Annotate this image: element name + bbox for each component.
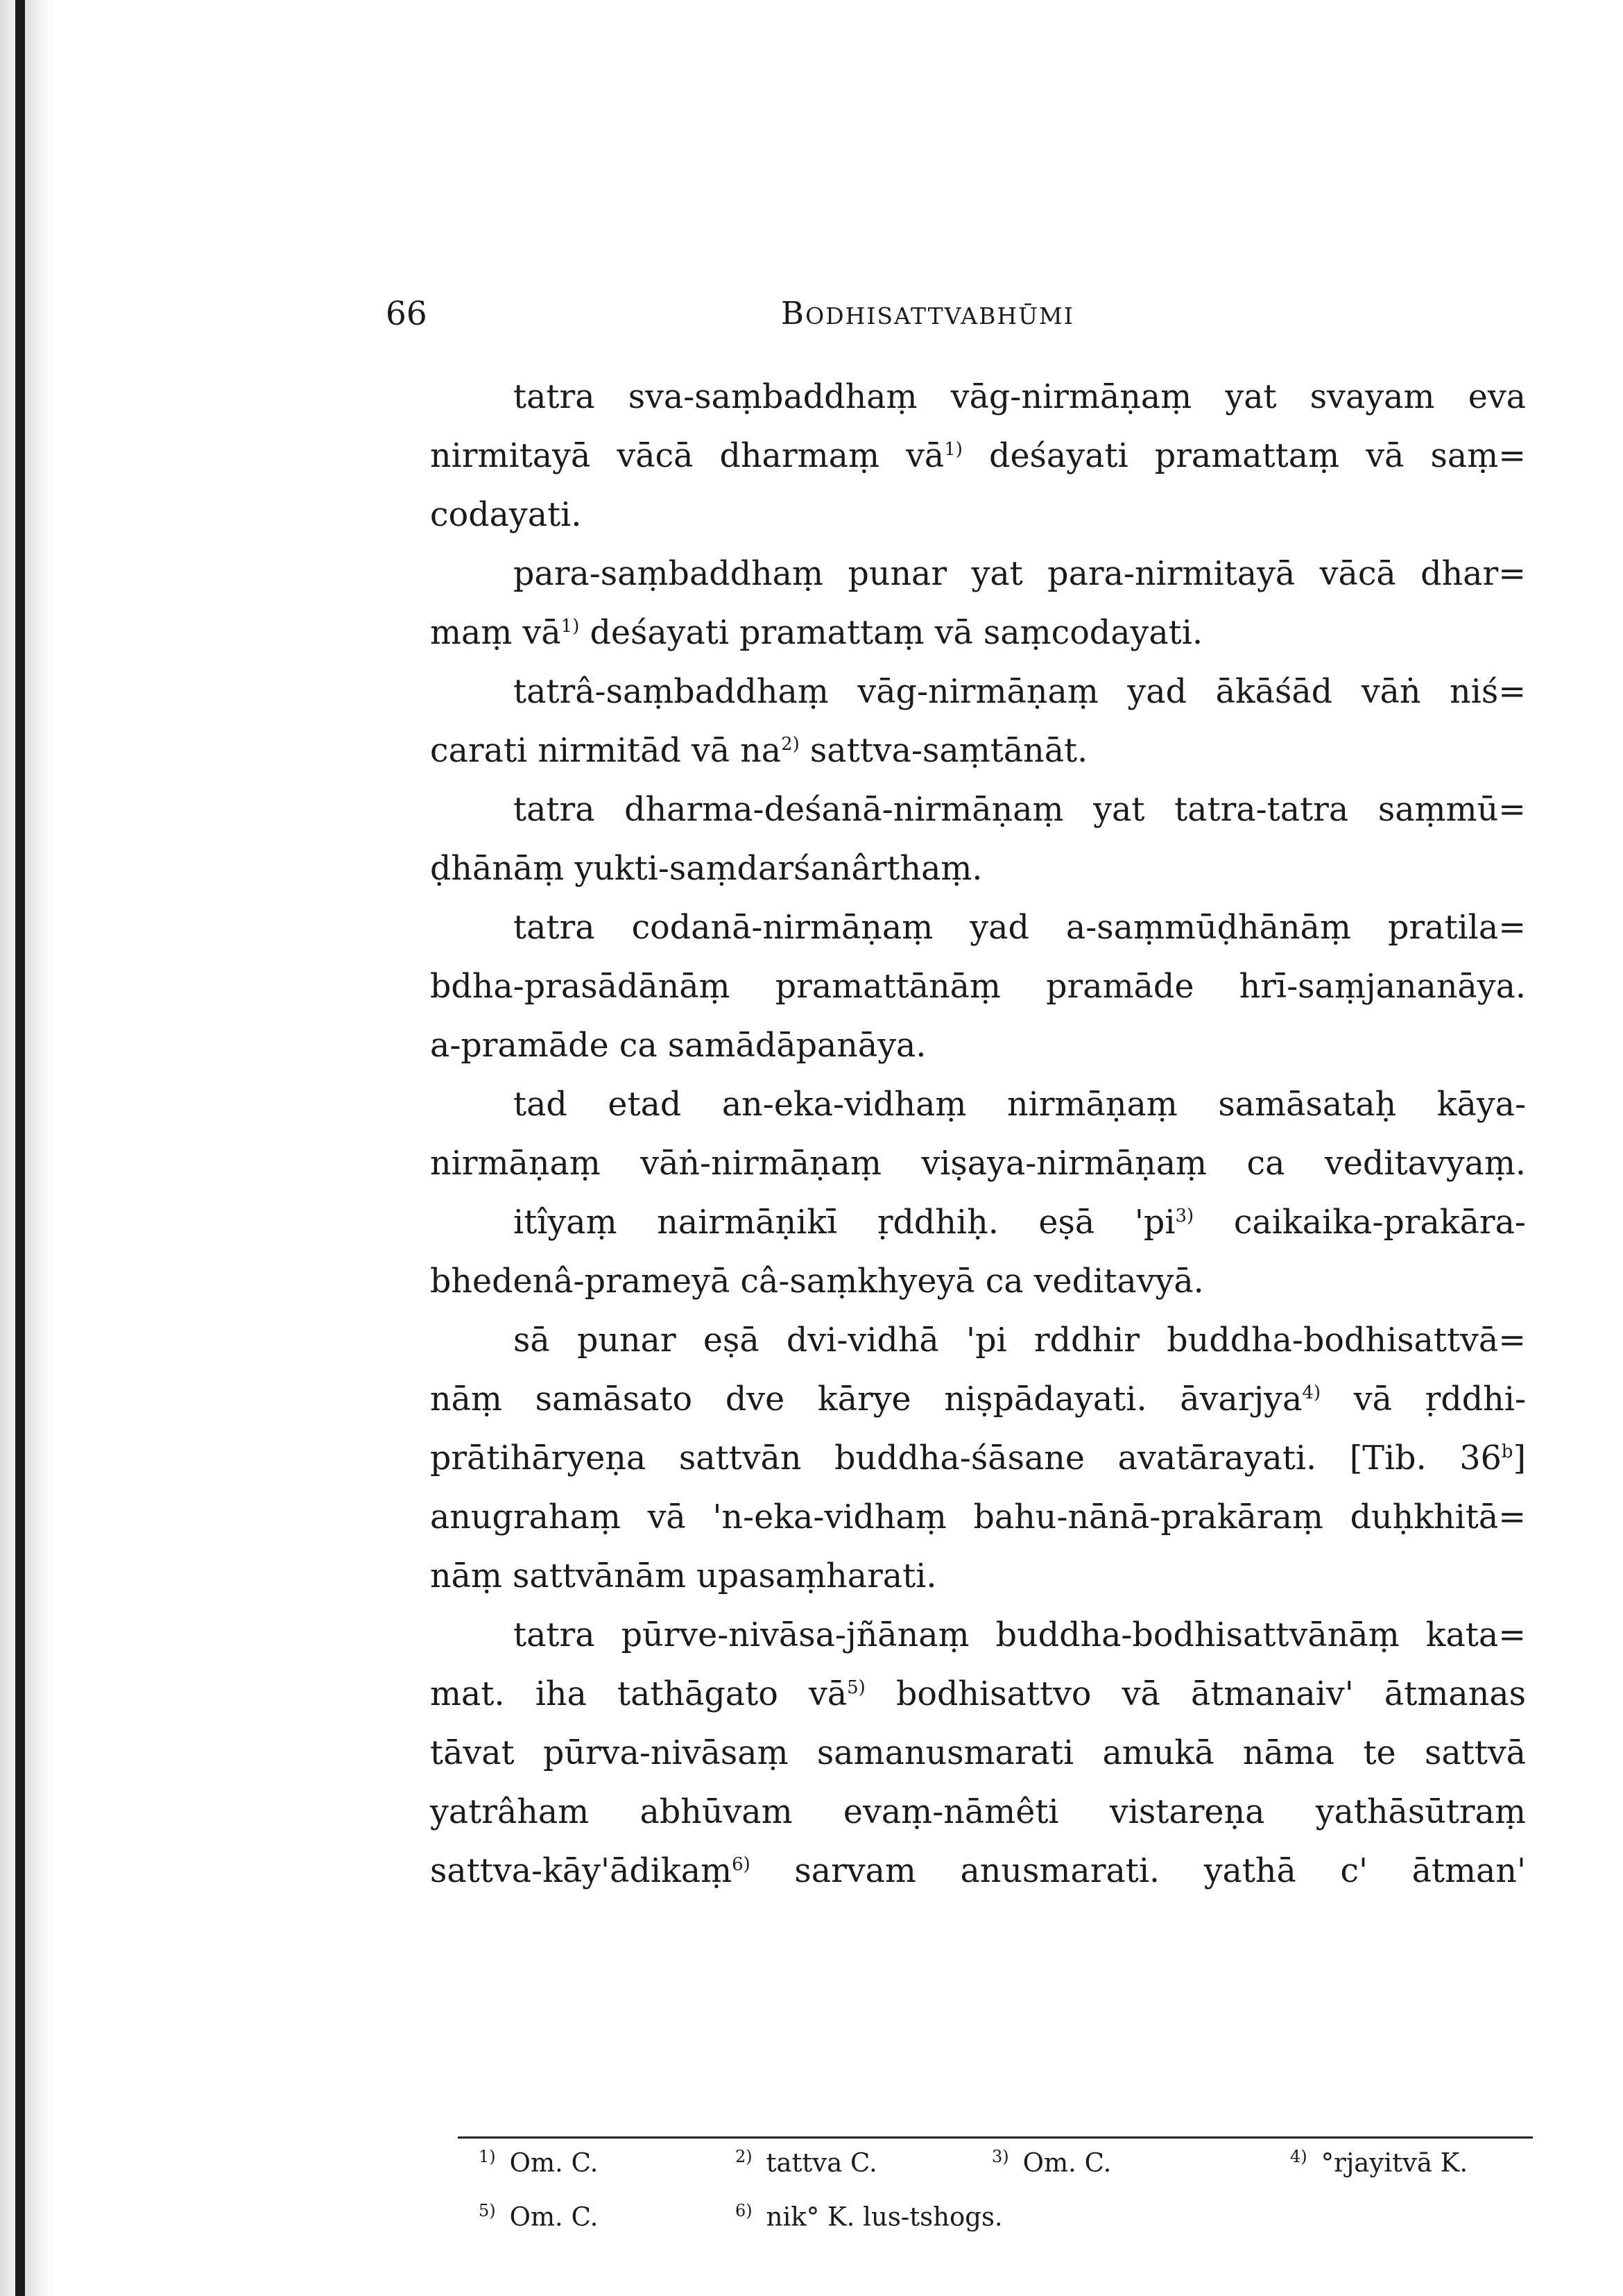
text-line: nāṃ sattvānām upasaṃharati. [430,1557,937,1595]
footnote: $^{2)}$ tattva C. [735,2147,877,2178]
footnote-row [479,2147,1533,2201]
text-line: bhedenâ-prameyā câ-saṃkhyeyā ca veditavyā. [430,1262,1204,1301]
text-line: ḍhānāṃ yukti-saṃdarśanârthaṃ. [430,850,983,888]
text-line: tatra dharma-deśanā-nirmāṇaṃ yat tatra-tatra saṃmū= [513,791,1526,829]
text-line: prātihāryeṇa sattvān buddha-śāsane avatārayati. [Tib. 36$^b$] [430,1439,1526,1477]
text-line: sā punar eṣā dvi-vidhā 'pi rddhir buddha-bodhisattvā= [513,1321,1526,1360]
text-line: a-pramāde ca samādāpanāya. [430,1027,927,1065]
running-title [781,295,1074,332]
footnote-ref: b [1501,1441,1513,1463]
page-header [386,295,1523,350]
text-line: codayati. [430,496,582,534]
footnote-ref: 4) [1302,1382,1321,1404]
running-title-rest: ODHISATTVABHŪMI [805,302,1074,329]
text-line: tatra sva-saṃbaddhaṃ vāg-nirmāṇaṃ yat svayam eva [513,378,1526,416]
scan-edge [0,0,54,2296]
text-line: tatra codanā-nirmāṇaṃ yad a-saṃmūḍhānāṃ pratila= [513,909,1526,947]
text-line: nāṃ samāsato dve kārye niṣpādayati. āvarjya$^{4)}$ vā ṛddhi- [430,1380,1526,1419]
footnote: $^{3)}$ Om. C. [992,2147,1112,2178]
footnote-ref: 3) [1175,1206,1194,1227]
footnote-ref: 5) [847,1677,866,1699]
text-line: yatrâham abhūvam evaṃ-nāmêti vistareṇa yathāsūtraṃ [430,1793,1526,1831]
text-line: tatra pūrve-nivāsa-jñānaṃ buddha-bodhisattvānāṃ kata= [513,1616,1526,1654]
text-line: nirmāṇaṃ vāṅ-nirmāṇaṃ viṣaya-nirmāṇaṃ ca veditavyaṃ. [430,1145,1526,1183]
footnote: $^{5)}$ Om. C. [479,2201,599,2232]
text-line: bdha-prasādānāṃ pramattānāṃ pramāde hrī-saṃjananāya. [430,968,1526,1006]
text-line: para-saṃbaddhaṃ punar yat para-nirmitayā vācā dhar= [513,555,1526,593]
text-line: tāvat pūrva-nivāsaṃ samanusmarati amukā nāma te sattvā [430,1734,1526,1772]
text-line: sattva-kāy'ādikaṃ$^{6)}$ sarvam anusmarati. yathā c' ātman' [430,1852,1526,1890]
text-line: nirmitayā vācā dharmaṃ $vā^{1)}$ deśayati pramattaṃ vā saṃ= [430,437,1526,475]
text-line: maṃ $vā^{1)}$ deśayati pramattaṃ vā saṃcodayati. [430,614,1203,652]
footnote-rule [458,2136,1533,2139]
text-line: mat. iha tathāgato $vā^{5)}$ bodhisattvo vā ātmanaiv' ātmanas [430,1675,1526,1713]
text-line: carati nirmitād vā $na^{2)}$ sattva-saṃtānāt. [430,732,1088,770]
text-line: itîyaṃ nairmāṇikī ṛddhiḥ. eṣā '$pi^{3)}$ caikaika-prakāra- [513,1203,1526,1242]
text-line: tad etad an-eka-vidhaṃ nirmāṇaṃ samāsataḥ kāya- [513,1086,1526,1124]
footnote: $^{4)}$ °rjayitvā K. [1290,2147,1468,2178]
body-text [430,368,1526,1901]
text-line: anugrahaṃ vā 'n-eka-vidhaṃ bahu-nānā-prakāraṃ duḥkhitā= [430,1498,1526,1536]
footnote-ref: 6) [732,1854,750,1876]
footnote-ref: 1) [944,439,963,461]
text-line: tatrâ-saṃbaddhaṃ vāg-nirmāṇaṃ yad ākāśād vāṅ niś= [513,673,1526,711]
footnote: $^{1)}$ Om. C. [479,2147,599,2178]
footnote-ref: 1) [560,616,580,637]
page-number: 66 [386,295,427,333]
footnote-ref: 2) [781,734,800,755]
footnote: $^{6)}$ nik° K. lus-tshogs. [735,2201,1003,2232]
footnote-row [479,2201,1533,2255]
footnotes [479,2147,1533,2255]
binding-shadow [15,0,25,2296]
running-title-initial: B [781,295,806,332]
